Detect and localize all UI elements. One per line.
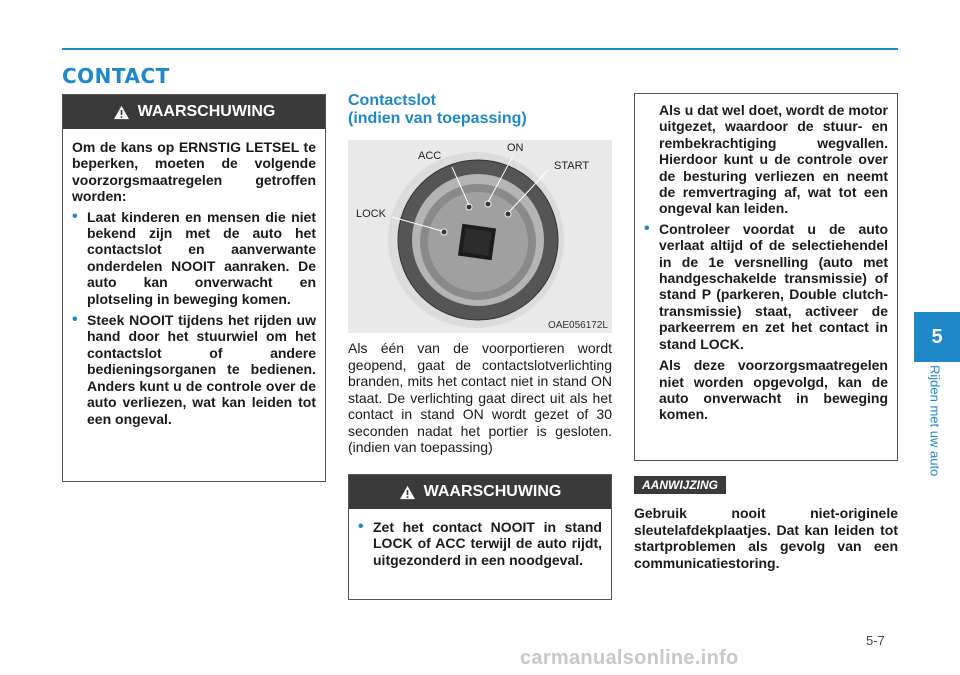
label-on: ON — [507, 142, 524, 154]
subheading-line1: Contactslot — [348, 92, 436, 109]
warning-box-middle — [348, 474, 612, 600]
warning-box-right — [634, 93, 898, 461]
warning-item: • Steek NOOIT tijdens het rijden uw hand door het stuurwiel om het contactslot of andere bedieningsorganen te bedienen. Anders kunt u de controle over de auto verliezen, wat kan leiden tot een ongeval. — [72, 312, 316, 427]
section-title: CONTACT — [62, 64, 170, 88]
page-number: 5-7 — [866, 633, 885, 648]
subheading-line2: (indien van toepassing) — [348, 110, 527, 127]
warning-heading: WAARSCHUWING — [137, 103, 276, 120]
chapter-title: Rijden met uw auto — [927, 365, 943, 477]
note-text: Gebruik nooit niet-originele sleutelafdekplaatjes. Dat kan leiden tot startproblemen als gevolg van een communicatiestoring. — [634, 505, 898, 571]
warning-triangle-icon — [399, 485, 416, 500]
label-acc: ACC — [418, 150, 442, 162]
warning-item: • Zet het contact NOOIT in stand LOCK of ACC terwijl de auto rijdt, uitgezonderd in een noodgeval. — [358, 519, 602, 568]
ignition-switch-figure — [348, 140, 612, 333]
chapter-number-tab[interactable]: 5 — [914, 312, 960, 362]
label-lock: LOCK — [356, 208, 386, 220]
header-rule — [62, 48, 898, 50]
warning-triangle-icon — [113, 105, 130, 120]
warning-header — [63, 95, 325, 129]
label-start: START — [554, 160, 590, 172]
note-tag: AANWIJZING — [634, 476, 726, 494]
warning-after: Als deze voorzorgsmaatregelen niet worden opgevolgd, kan de auto onverwacht in beweging komen. — [659, 357, 888, 423]
warning-box-left — [62, 94, 326, 482]
warning-heading: WAARSCHUWING — [423, 483, 562, 500]
body-paragraph: Als één van de voorportieren wordt geopend, gaat de contactslotverlichting branden, mits het contact niet in stand ON staat. De verlichting gaat direct uit als het contact in stand ON wordt gezet of 30 seconden nadat het portier is gesloten. (indien van toepassing) — [348, 340, 612, 455]
chapter-title-tab[interactable] — [922, 365, 948, 495]
warning-continuation: Als u dat wel doet, wordt de motor uitgezet, waardoor de stuur- en rembekrachtiging wegvallen. Hierdoor kunt u de controle over de besturing verliezen en neemt de remvertraging af, wat tot een ongeval kan leiden. — [659, 102, 888, 217]
warning-item: • Laat kinderen en mensen die niet bekend zijn met de auto het contactslot en aanverwante onderdelen NOOIT aanraken. De auto kan onverwacht en plotseling in beweging komen. — [72, 209, 316, 307]
figure-code: OAE056172L — [547, 320, 608, 331]
warning-header — [349, 475, 611, 509]
warning-item: • Controleer voordat u de auto verlaat altijd of de selectiehendel in de 1e versnelling (auto met handgeschakelde transmissie) of stand P (parkeren, Double clutch-transmissie) staat, activeer de parkeerrem en zet het contact in stand LOCK. — [644, 221, 888, 352]
subheading — [348, 92, 527, 128]
watermark[interactable]: carmanualsonline.info — [520, 647, 739, 669]
warning-intro: Om de kans op ERNSTIG LETSEL te beperken, moeten de volgende voorzorgsmaatregelen getroffen worden: — [72, 139, 316, 205]
